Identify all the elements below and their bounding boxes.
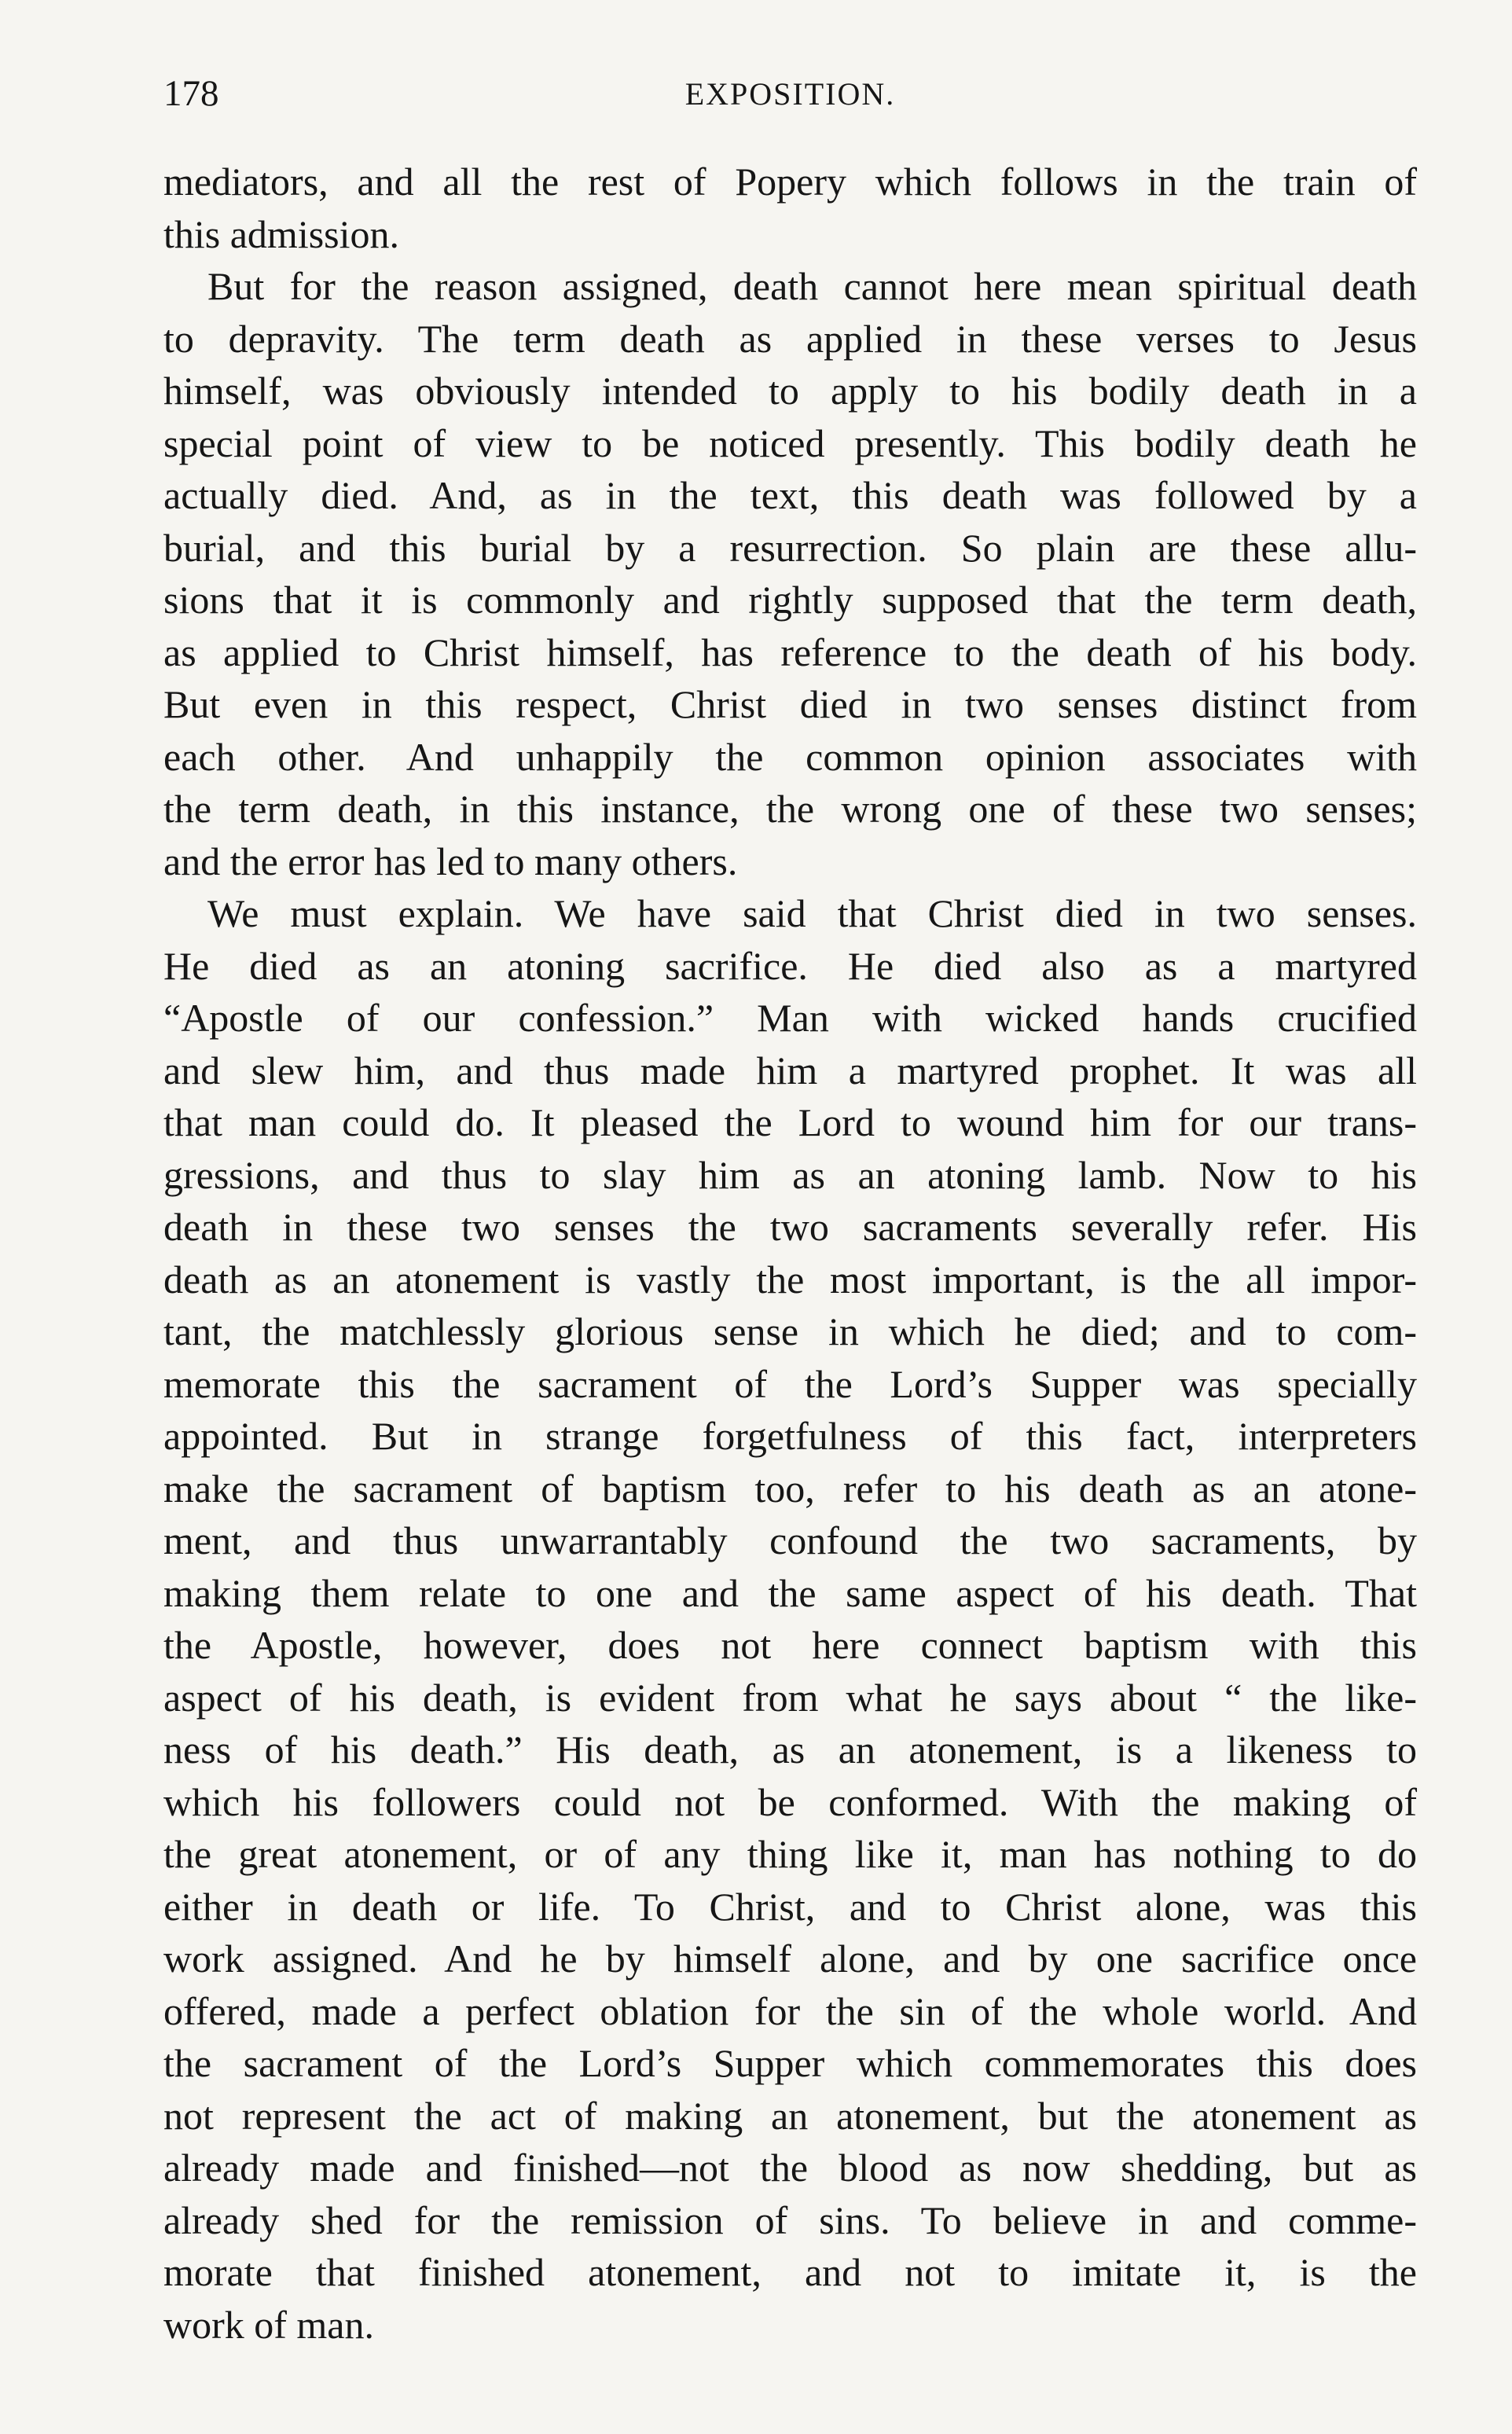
text-line: death in these two senses the two sacraments severally refer. His	[163, 1205, 1417, 1249]
text-line: burial, and this burial by a resurrection. So plain are these allu-	[163, 525, 1417, 570]
text-line: himself, was obviously intended to apply to his bodily death in a	[163, 369, 1417, 413]
text-line: work assigned. And he by himself alone, and by one sacrifice once	[163, 1937, 1417, 1981]
page-number: 178	[163, 73, 219, 114]
text-line: which his followers could not be conformed. With the making of	[163, 1779, 1417, 1824]
text-line: He died as an atoning sacrifice. He died also as a martyred	[163, 943, 1417, 988]
text-line: work of man.	[163, 2302, 374, 2347]
text-line: and the error has led to many others.	[163, 839, 738, 883]
text-line: not represent the act of making an atonement, but the atonement as	[163, 2093, 1417, 2138]
text-line: this admission.	[163, 211, 400, 256]
text-line: actually died. And, as in the text, this death was followed by a	[163, 473, 1417, 517]
text-line: each other. And unhappily the common opinion associates with	[163, 734, 1417, 779]
text-line: morate that finished atonement, and not to imitate it, is the	[163, 2250, 1417, 2294]
text-line: and slew him, and thus made him a martyred prophet. It was all	[163, 1048, 1417, 1092]
text-line: already shed for the remission of sins. To believe in and comme-	[163, 2197, 1417, 2242]
text-line: But for the reason assigned, death cannot here mean spiritual death	[207, 264, 1417, 308]
text-line: “Apostle of our confession.” Man with wicked hands crucified	[163, 996, 1417, 1040]
text-line: tant, the matchlessly glorious sense in which he died; and to com-	[163, 1309, 1417, 1353]
text-line: aspect of his death, is evident from what he says about “ the like-	[163, 1675, 1417, 1720]
text-line: as applied to Christ himself, has reference to the death of his body.	[163, 630, 1417, 674]
running-title: EXPOSITION.	[684, 76, 896, 112]
text-line: the term death, in this instance, the wrong one of these two senses;	[163, 787, 1417, 831]
text-line: memorate this the sacrament of the Lord’s Supper was specially	[163, 1361, 1417, 1406]
text-line: already made and finished—not the blood as now shedding, but as	[163, 2146, 1417, 2190]
text-line: offered, made a perfect oblation for the sin of the whole world. And	[163, 1988, 1417, 2033]
text-line: ment, and thus unwarrantably confound the two sacraments, by	[163, 1518, 1417, 1562]
text-line: death as an atonement is vastly the most important, is the all impor-	[163, 1257, 1417, 1301]
text-line: the Apostle, however, does not here connect baptism with this	[163, 1623, 1417, 1667]
text-line: making them relate to one and the same aspect of his death. That	[163, 1570, 1417, 1615]
text-line: special point of view to be noticed presently. This bodily death he	[163, 420, 1417, 465]
text-line: the sacrament of the Lord’s Supper which commemorates this does	[163, 2041, 1417, 2085]
text-line: that man could do. It pleased the Lord to wound him for our trans-	[163, 1100, 1417, 1144]
text-line: sions that it is commonly and rightly supposed that the term death,	[163, 578, 1417, 622]
text-line: appointed. But in strange forgetfulness of this fact, interpreters	[163, 1414, 1417, 1458]
text-line: the great atonement, or of any thing like it, man has nothing to do	[163, 1832, 1417, 1876]
text-line: gressions, and thus to slay him as an atoning lamb. Now to his	[163, 1152, 1417, 1197]
text-line: either in death or life. To Christ, and to Christ alone, was this	[163, 1884, 1417, 1929]
text-line: mediators, and all the rest of Popery which follows in the train of	[163, 160, 1417, 204]
text-line: ness of his death.” His death, as an atonement, is a likeness to	[163, 1727, 1417, 1771]
text-line: make the sacrament of baptism too, refer to his death as an atone-	[163, 1466, 1417, 1511]
text-line: to depravity. The term death as applied in these verses to Jesus	[163, 316, 1417, 361]
text-line: We must explain. We have said that Christ died in two senses.	[207, 891, 1417, 935]
body-text	[163, 156, 1417, 2351]
text-line: But even in this respect, Christ died in two senses distinct from	[163, 682, 1417, 726]
running-head	[163, 72, 1417, 129]
